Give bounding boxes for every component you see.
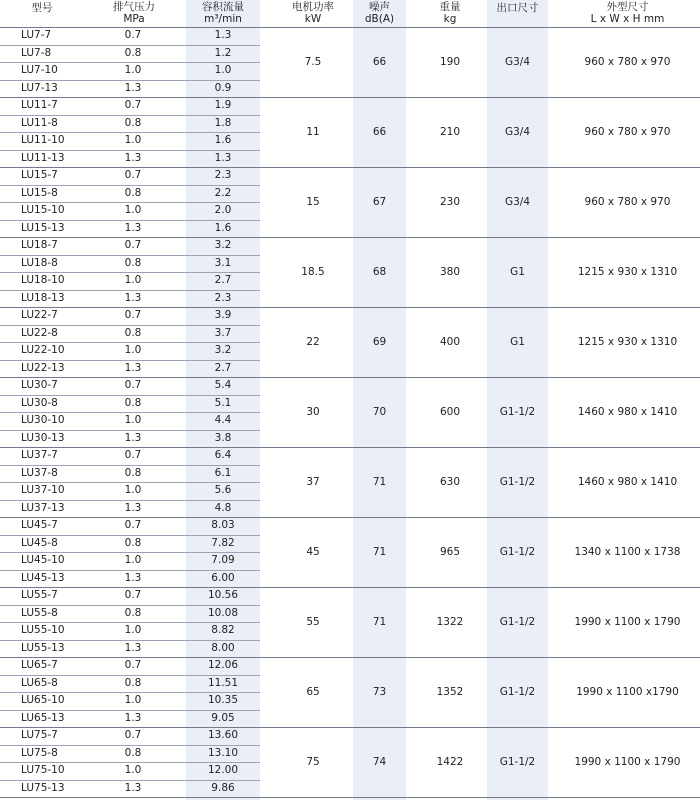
dims-cell: 960 x 780 x 970 <box>584 126 671 138</box>
model-cell: LU11-13 <box>21 151 65 164</box>
dims-cell: 1990 x 1100 x 1790 <box>574 616 681 628</box>
model-cell: LU65-8 <box>21 676 58 689</box>
power-cell: 55 <box>306 616 320 628</box>
flow-cell: 10.56 <box>207 589 239 601</box>
flow-cell: 3.7 <box>214 326 232 339</box>
flow-cell: 13.60 <box>207 729 239 741</box>
model-cell: LU65-10 <box>21 694 65 706</box>
model-cell: LU7-13 <box>21 81 58 94</box>
power-cell: 65 <box>306 686 320 698</box>
header-pressure <box>104 0 164 27</box>
flow-cell: 11.51 <box>207 676 239 689</box>
flow-cell: 4.4 <box>214 414 232 426</box>
weight-cell: 630 <box>439 476 461 488</box>
header-dims-unit: L x W x H mm <box>590 13 665 25</box>
flow-cell: 10.35 <box>207 694 239 706</box>
outlet-cell: G3/4 <box>504 56 531 68</box>
pressure-cell: 0.7 <box>124 659 142 671</box>
pressure-cell: 1.0 <box>124 624 142 636</box>
group-divider <box>0 657 700 658</box>
outlet-cell: G3/4 <box>504 126 531 138</box>
weight-cell: 380 <box>439 266 461 278</box>
pressure-cell: 0.7 <box>124 239 142 251</box>
pressure-cell: 1.3 <box>124 501 142 514</box>
weight-cell: 210 <box>439 126 461 138</box>
model-cell: LU75-10 <box>21 764 65 776</box>
model-cell: LU75-8 <box>21 746 58 759</box>
weight-cell: 230 <box>439 196 461 208</box>
header-dims <box>555 0 700 27</box>
dims-cell: 1460 x 980 x 1410 <box>577 476 678 488</box>
weight-cell: 400 <box>439 336 461 348</box>
dims-cell: 1990 x 1100 x 1790 <box>574 756 681 768</box>
outlet-cell: G1-1/2 <box>499 686 536 698</box>
header-power <box>280 0 346 27</box>
outlet-column-shade <box>487 0 548 800</box>
header-model <box>0 0 84 27</box>
flow-cell: 1.0 <box>214 64 232 76</box>
group-divider <box>0 447 700 448</box>
outlet-cell: G3/4 <box>504 196 531 208</box>
pressure-cell: 1.3 <box>124 571 142 584</box>
flow-cell: 1.3 <box>214 29 232 41</box>
pressure-cell: 1.0 <box>124 204 142 216</box>
flow-cell: 8.00 <box>211 641 235 654</box>
pressure-cell: 1.3 <box>124 781 142 794</box>
noise-cell: 71 <box>372 616 387 628</box>
pressure-cell: 0.8 <box>124 326 142 339</box>
outlet-cell: G1 <box>510 336 525 348</box>
flow-cell: 2.3 <box>214 169 232 181</box>
flow-cell: 12.00 <box>207 764 239 776</box>
flow-cell: 1.3 <box>214 151 232 164</box>
header-noise-unit: dB(A) <box>364 13 395 25</box>
model-cell: LU11-7 <box>21 99 58 111</box>
flow-cell: 1.2 <box>214 46 232 59</box>
header-outlet <box>487 0 548 27</box>
pressure-cell: 0.8 <box>124 46 142 59</box>
flow-cell: 12.06 <box>207 659 239 671</box>
model-cell: LU37-10 <box>21 484 65 496</box>
flow-cell: 8.03 <box>211 519 235 531</box>
group-divider <box>0 727 700 728</box>
flow-cell: 9.86 <box>211 781 235 794</box>
pressure-cell: 1.0 <box>124 274 142 286</box>
pressure-cell: 0.7 <box>124 519 142 531</box>
dims-cell: 1990 x 1100 x1790 <box>576 686 679 698</box>
model-cell: LU45-7 <box>21 519 58 531</box>
noise-column-shade <box>353 0 406 800</box>
flow-cell: 2.3 <box>214 291 232 304</box>
outlet-cell: G1-1/2 <box>499 546 536 558</box>
power-cell: 22 <box>306 336 320 348</box>
pressure-cell: 1.0 <box>124 64 142 76</box>
pressure-cell: 0.7 <box>124 589 142 601</box>
pressure-cell: 1.3 <box>124 711 142 724</box>
model-cell: LU7-8 <box>21 46 52 59</box>
model-cell: LU55-13 <box>21 641 65 654</box>
flow-cell: 10.08 <box>207 606 239 619</box>
header-model-label: 型号 <box>31 2 53 14</box>
pressure-cell: 1.0 <box>124 134 142 146</box>
flow-cell: 3.2 <box>214 344 232 356</box>
pressure-cell: 1.0 <box>124 554 142 566</box>
noise-cell: 74 <box>372 756 387 768</box>
outlet-cell: G1-1/2 <box>499 756 536 768</box>
pressure-cell: 0.8 <box>124 256 142 269</box>
model-cell: LU7-7 <box>21 29 52 41</box>
pressure-cell: 0.8 <box>124 186 142 199</box>
flow-cell: 7.82 <box>211 536 235 549</box>
noise-cell: 71 <box>372 476 387 488</box>
pressure-cell: 0.8 <box>124 676 142 689</box>
flow-cell: 1.9 <box>214 99 232 111</box>
header-dims-label: 外型尺寸 <box>606 1 649 13</box>
pressure-cell: 0.8 <box>124 466 142 479</box>
weight-cell: 965 <box>439 546 461 558</box>
model-cell: LU7-10 <box>21 64 58 76</box>
pressure-cell: 1.3 <box>124 431 142 444</box>
pressure-cell: 0.7 <box>124 379 142 391</box>
pressure-cell: 1.3 <box>124 641 142 654</box>
pressure-cell: 0.8 <box>124 746 142 759</box>
model-cell: LU30-7 <box>21 379 58 391</box>
noise-cell: 71 <box>372 546 387 558</box>
model-cell: LU15-10 <box>21 204 65 216</box>
noise-cell: 69 <box>372 336 387 348</box>
pressure-cell: 1.3 <box>124 361 142 374</box>
weight-cell: 600 <box>439 406 461 418</box>
pressure-cell: 0.7 <box>124 729 142 741</box>
flow-cell: 2.7 <box>214 361 232 374</box>
flow-cell: 5.1 <box>214 396 232 409</box>
pressure-cell: 0.7 <box>124 449 142 461</box>
model-cell: LU37-8 <box>21 466 58 479</box>
model-cell: LU55-10 <box>21 624 65 636</box>
model-cell: LU75-7 <box>21 729 58 741</box>
dims-cell: 1215 x 930 x 1310 <box>577 336 678 348</box>
pressure-cell: 1.0 <box>124 764 142 776</box>
weight-cell: 1422 <box>436 756 464 768</box>
header-weight <box>420 0 480 27</box>
pressure-cell: 1.0 <box>124 484 142 496</box>
model-cell: LU75-13 <box>21 781 65 794</box>
group-divider <box>0 237 700 238</box>
noise-cell: 73 <box>372 686 387 698</box>
header-pressure-label: 排气压力 <box>113 1 155 13</box>
model-cell: LU18-7 <box>21 239 58 251</box>
outlet-cell: G1-1/2 <box>499 616 536 628</box>
group-divider <box>0 97 700 98</box>
model-cell: LU11-10 <box>21 134 65 146</box>
model-cell: LU11-8 <box>21 116 58 129</box>
header-flow-unit: m³/min <box>204 13 242 25</box>
model-cell: LU45-10 <box>21 554 65 566</box>
flow-cell: 6.1 <box>214 466 232 479</box>
pressure-cell: 0.8 <box>124 396 142 409</box>
flow-cell: 5.6 <box>214 484 232 496</box>
power-cell: 37 <box>306 476 320 488</box>
model-cell: LU37-7 <box>21 449 58 461</box>
pressure-cell: 0.7 <box>124 29 142 41</box>
power-cell: 7.5 <box>304 56 322 68</box>
model-cell: LU30-8 <box>21 396 58 409</box>
model-cell: LU65-13 <box>21 711 65 724</box>
flow-cell: 6.4 <box>214 449 232 461</box>
outlet-cell: G1-1/2 <box>499 476 536 488</box>
model-cell: LU15-7 <box>21 169 58 181</box>
flow-cell: 2.2 <box>214 186 232 199</box>
header-weight-unit: kg <box>443 13 457 25</box>
power-cell: 75 <box>306 756 320 768</box>
header-pressure-unit: MPa <box>123 13 145 25</box>
model-cell: LU18-10 <box>21 274 65 286</box>
model-cell: LU22-7 <box>21 309 58 321</box>
power-cell: 18.5 <box>301 266 325 278</box>
flow-cell: 2.0 <box>214 204 232 216</box>
flow-cell: 1.8 <box>214 116 232 129</box>
dims-cell: 1460 x 980 x 1410 <box>577 406 678 418</box>
power-cell: 15 <box>306 196 320 208</box>
group-divider <box>0 377 700 378</box>
header-weight-label: 重量 <box>439 1 461 13</box>
model-cell: LU37-13 <box>21 501 65 514</box>
model-cell: LU65-7 <box>21 659 58 671</box>
weight-cell: 1352 <box>436 686 464 698</box>
header-power-label: 电机功率 <box>292 1 334 13</box>
pressure-cell: 0.7 <box>124 309 142 321</box>
pressure-cell: 1.3 <box>124 81 142 94</box>
noise-cell: 66 <box>372 126 387 138</box>
power-cell: 11 <box>306 126 320 138</box>
outlet-cell: G1 <box>510 266 525 278</box>
flow-cell: 1.6 <box>214 221 232 234</box>
power-cell: 45 <box>306 546 320 558</box>
header-flow-label: 容积流量 <box>202 1 244 13</box>
pressure-cell: 0.8 <box>124 606 142 619</box>
noise-cell: 68 <box>372 266 387 278</box>
header-flow <box>186 0 260 27</box>
weight-cell: 1322 <box>436 616 464 628</box>
flow-cell: 0.9 <box>214 81 232 94</box>
model-cell: LU45-13 <box>21 571 65 584</box>
pressure-cell: 0.8 <box>124 116 142 129</box>
model-cell: LU15-8 <box>21 186 58 199</box>
model-cell: LU15-13 <box>21 221 65 234</box>
group-divider <box>0 307 700 308</box>
pressure-cell: 1.3 <box>124 221 142 234</box>
pressure-cell: 1.0 <box>124 414 142 426</box>
flow-cell: 4.8 <box>214 501 232 514</box>
dims-cell: 1215 x 930 x 1310 <box>577 266 678 278</box>
noise-cell: 67 <box>372 196 387 208</box>
flow-cell: 3.1 <box>214 256 232 269</box>
header-noise <box>353 0 406 27</box>
model-cell: LU22-13 <box>21 361 65 374</box>
group-divider <box>0 587 700 588</box>
flow-cell: 3.2 <box>214 239 232 251</box>
dims-cell: 960 x 780 x 970 <box>584 196 671 208</box>
model-cell: LU22-8 <box>21 326 58 339</box>
header-divider <box>0 27 700 28</box>
outlet-cell: G1-1/2 <box>499 406 536 418</box>
flow-cell: 9.05 <box>211 711 235 724</box>
flow-cell: 1.6 <box>214 134 232 146</box>
pressure-cell: 0.8 <box>124 536 142 549</box>
pressure-cell: 0.7 <box>124 169 142 181</box>
group-divider <box>0 167 700 168</box>
group-divider <box>0 797 700 798</box>
flow-cell: 5.4 <box>214 379 232 391</box>
model-cell: LU18-8 <box>21 256 58 269</box>
flow-cell: 2.7 <box>214 274 232 286</box>
flow-cell: 7.09 <box>211 554 235 566</box>
header-noise-label: 噪声 <box>369 1 390 13</box>
header-power-unit: kW <box>304 13 322 25</box>
dims-cell: 960 x 780 x 970 <box>584 56 671 68</box>
model-cell: LU55-7 <box>21 589 58 601</box>
flow-cell: 6.00 <box>211 571 235 584</box>
flow-cell: 13.10 <box>207 746 239 759</box>
noise-cell: 70 <box>372 406 387 418</box>
model-cell: LU30-10 <box>21 414 65 426</box>
pressure-cell: 1.0 <box>124 344 142 356</box>
pressure-cell: 1.3 <box>124 291 142 304</box>
pressure-cell: 1.0 <box>124 694 142 706</box>
flow-cell: 3.8 <box>214 431 232 444</box>
model-cell: LU55-8 <box>21 606 58 619</box>
header-outlet-label: 出口尺寸 <box>496 2 539 14</box>
flow-cell: 8.82 <box>211 624 235 636</box>
table-header <box>0 0 700 27</box>
model-cell: LU30-13 <box>21 431 65 444</box>
weight-cell: 190 <box>439 56 461 68</box>
model-cell: LU18-13 <box>21 291 65 304</box>
noise-cell: 66 <box>372 56 387 68</box>
model-cell: LU22-10 <box>21 344 65 356</box>
model-cell: LU45-8 <box>21 536 58 549</box>
power-cell: 30 <box>306 406 320 418</box>
pressure-cell: 1.3 <box>124 151 142 164</box>
group-divider <box>0 517 700 518</box>
dims-cell: 1340 x 1100 x 1738 <box>574 546 681 558</box>
flow-cell: 3.9 <box>214 309 232 321</box>
pressure-cell: 0.7 <box>124 99 142 111</box>
